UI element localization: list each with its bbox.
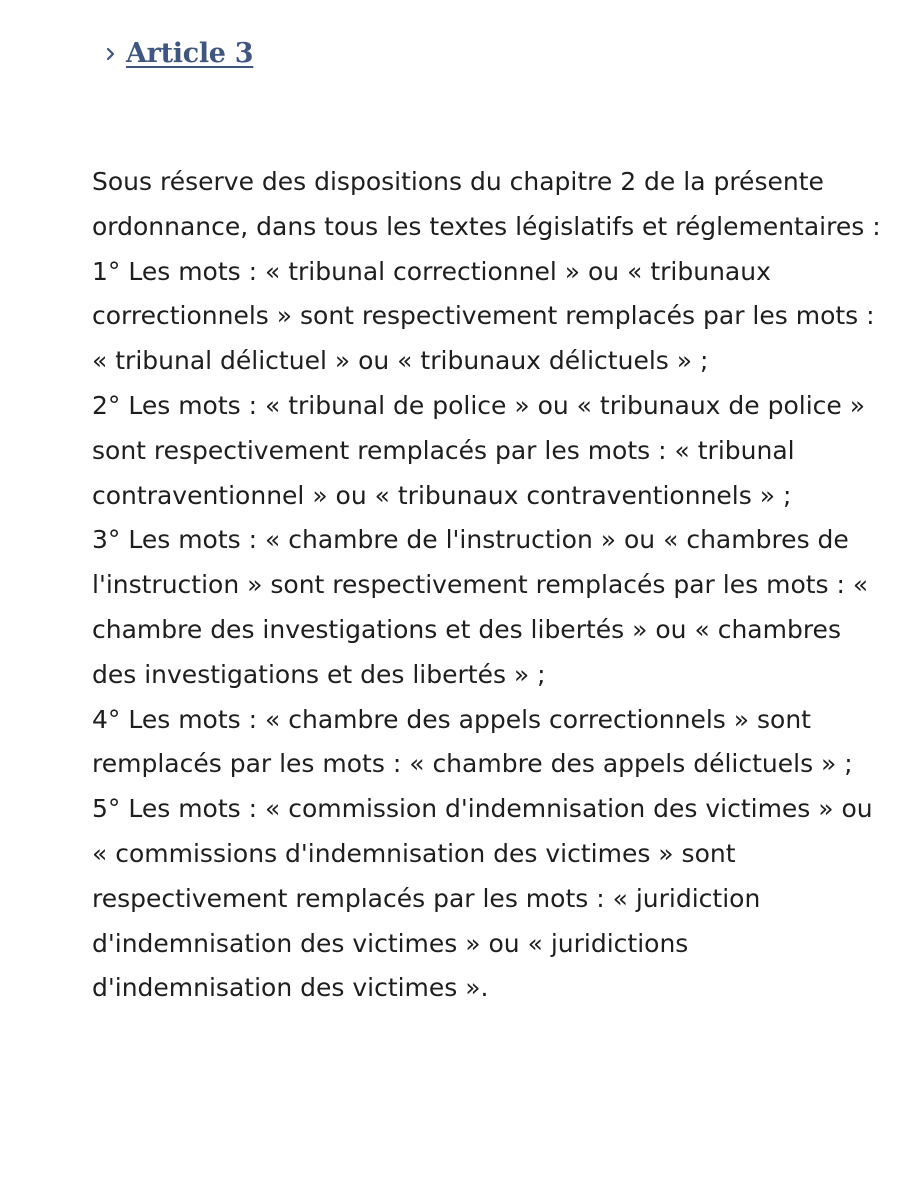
article-item-3: 3° Les mots : « chambre de l'instruction » ou « chambres de l'instruction » sont respectivement remplacés par les mots : « chambre des investigations et des libertés » ou « chambres des investigations et des libertés » ; bbox=[92, 525, 869, 689]
article-item-2: 2° Les mots : « tribunal de police » ou « tribunaux de police » sont respectivement remplacés par les mots : « tribunal contraventionnel » ou « tribunaux contraventionnels » ; bbox=[92, 390, 866, 510]
article-title-link[interactable]: Article 3 bbox=[126, 38, 254, 69]
chevron-right-icon[interactable] bbox=[100, 43, 122, 65]
article-body bbox=[92, 160, 892, 1011]
article-item-5: 5° Les mots : « commission d'indemnisation des victimes » ou « commissions d'indemnisation des victimes » sont respectivement remplacés par les mots : « juridiction d'indemnisation des victimes » ou « juridictions d'indemnisation des victimes ». bbox=[92, 794, 873, 1003]
article-item-1: 1° Les mots : « tribunal correctionnel » ou « tribunaux correctionnels » sont respectivement remplacés par les mots : « tribunal délictuel » ou « tribunaux délictuels » ; bbox=[92, 256, 875, 376]
article-item-4: 4° Les mots : « chambre des appels correctionnels » sont remplacés par les mots : « chambre des appels délictuels » ; bbox=[92, 704, 853, 779]
article-header[interactable] bbox=[100, 38, 253, 69]
article-intro: Sous réserve des dispositions du chapitre 2 de la présente ordonnance, dans tous les textes législatifs et réglementaires : bbox=[92, 167, 881, 241]
